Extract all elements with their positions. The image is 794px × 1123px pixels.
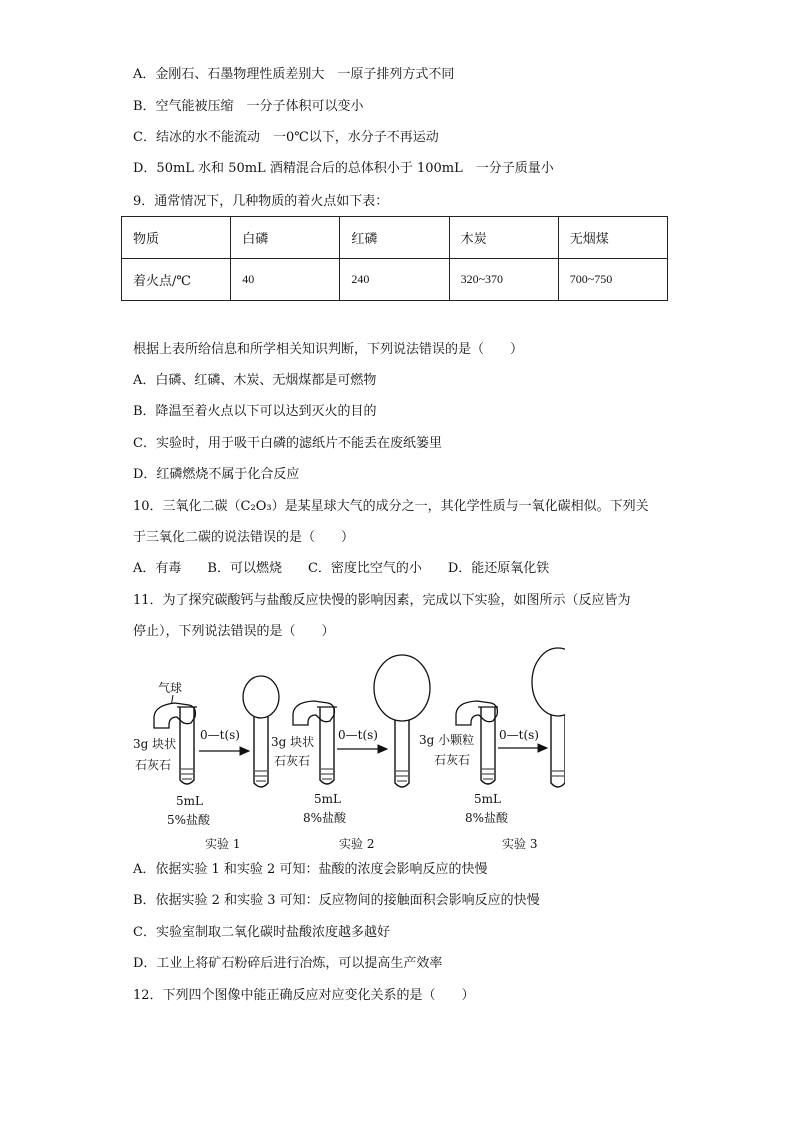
inflated-balloon bbox=[243, 676, 279, 718]
solid-label: 石灰石 bbox=[434, 753, 471, 767]
acid-label: 8%盐酸 bbox=[303, 811, 347, 825]
table-cell: 物质 bbox=[122, 217, 231, 259]
table-cell: 700~750 bbox=[558, 259, 667, 301]
q11-stem-line2: 停止），下列说法错误的是（ ） bbox=[133, 624, 335, 639]
inflated-balloon bbox=[532, 648, 565, 716]
arrow-label: 0—t(s) bbox=[338, 728, 378, 742]
test-tube bbox=[254, 717, 268, 787]
experiment-caption: 实验 2 bbox=[339, 837, 375, 851]
q8-option-b: B．空气能被压缩 一分子体积可以变小 bbox=[133, 99, 364, 114]
table-cell: 红磷 bbox=[340, 217, 449, 259]
q9-option-d: D．红磷燃烧不属于化合反应 bbox=[133, 467, 300, 482]
experiment-3 bbox=[419, 648, 565, 851]
q9-question: 根据上表所给信息和所学相关知识判断，下列说法错误的是（ ） bbox=[133, 342, 524, 357]
experiment-1 bbox=[133, 676, 279, 851]
q10-stem-line2: 于三氧化二碳的说法错误的是（ ） bbox=[133, 530, 355, 545]
experiment-figure bbox=[125, 645, 565, 855]
table-cell: 木炭 bbox=[449, 217, 558, 259]
experiment-caption: 实验 3 bbox=[502, 837, 538, 851]
q9-option-a: A．白磷、红磷、木炭、无烟煤都是可燃物 bbox=[133, 373, 377, 388]
q11-option-a: A．依据实验 1 和实验 2 可知：盐酸的浓度会影响反应的快慢 bbox=[133, 862, 488, 877]
table-cell: 着火点/℃ bbox=[122, 259, 231, 301]
experiment-caption: 实验 1 bbox=[205, 837, 241, 851]
balloon-label: 气球 bbox=[158, 681, 183, 695]
deflated-balloon bbox=[293, 701, 334, 725]
table-cell: 40 bbox=[231, 259, 340, 301]
solid-label: 3g 块状 bbox=[271, 735, 315, 749]
table-cell: 240 bbox=[340, 259, 449, 301]
q8-option-d: D．50mL 水和 50mL 酒精混合后的总体积小于 100mL 一分子质量小 bbox=[133, 161, 554, 176]
arrow-label: 0—t(s) bbox=[499, 728, 539, 742]
table-cell: 320~370 bbox=[449, 259, 558, 301]
solid-label: 石灰石 bbox=[135, 758, 172, 772]
solid-label: 3g 小颗粒 bbox=[419, 733, 475, 747]
q9-option-c: C．实验时，用于吸干白磷的滤纸片不能丢在废纸篓里 bbox=[133, 436, 442, 451]
q12-stem: 12．下列四个图像中能正确反应对应变化关系的是（ ） bbox=[133, 988, 475, 1003]
q11-stem-line1: 11．为了探究碳酸钙与盐酸反应快慢的影响因素，完成以下实验，如图所示（反应皆为 bbox=[133, 593, 631, 608]
test-tube bbox=[395, 720, 409, 787]
acid-label: 5mL bbox=[314, 792, 341, 806]
table-row bbox=[122, 259, 668, 301]
table-cell: 白磷 bbox=[231, 217, 340, 259]
acid-label: 5mL bbox=[474, 792, 501, 806]
table-header-row bbox=[122, 217, 668, 259]
arrow-label: 0—t(s) bbox=[200, 728, 240, 742]
q11-option-c: C．实验室制取二氧化碳时盐酸浓度越多越好 bbox=[133, 925, 390, 940]
inflated-balloon bbox=[374, 655, 430, 721]
table-cell: 无烟煤 bbox=[558, 217, 667, 259]
solid-label: 3g 块状 bbox=[133, 737, 177, 751]
q8-option-c: C．结冰的水不能流动 一0℃以下，水分子不再运动 bbox=[133, 130, 439, 145]
acid-label: 8%盐酸 bbox=[465, 811, 509, 825]
q11-option-b: B．依据实验 2 和实验 3 可知：反应物间的接触面积会影响反应的快慢 bbox=[133, 893, 540, 908]
solid-label: 石灰石 bbox=[274, 754, 311, 768]
q10-stem-line1: 10．三氧化二碳（C₂O₃）是某星球大气的成分之一，其化学性质与一氧化碳相似。下列关 bbox=[133, 499, 649, 514]
acid-label: 5%盐酸 bbox=[167, 813, 211, 827]
q10-options: A．有毒 B．可以燃烧 C．密度比空气的小 D．能还原氧化铁 bbox=[133, 561, 550, 576]
q9-stem: 9．通常情况下，几种物质的着火点如下表： bbox=[133, 194, 389, 209]
q11-option-d: D．工业上将矿石粉碎后进行冶炼，可以提高生产效率 bbox=[133, 956, 443, 971]
deflated-balloon bbox=[456, 701, 497, 725]
q8-option-a: A．金刚石、石墨物理性质差别大 一原子排列方式不同 bbox=[133, 67, 455, 82]
experiment-2 bbox=[271, 655, 430, 851]
ignition-point-table bbox=[121, 216, 668, 301]
q9-option-b: B．降温至着火点以下可以达到灭火的目的 bbox=[133, 404, 377, 419]
acid-label: 5mL bbox=[176, 794, 203, 808]
